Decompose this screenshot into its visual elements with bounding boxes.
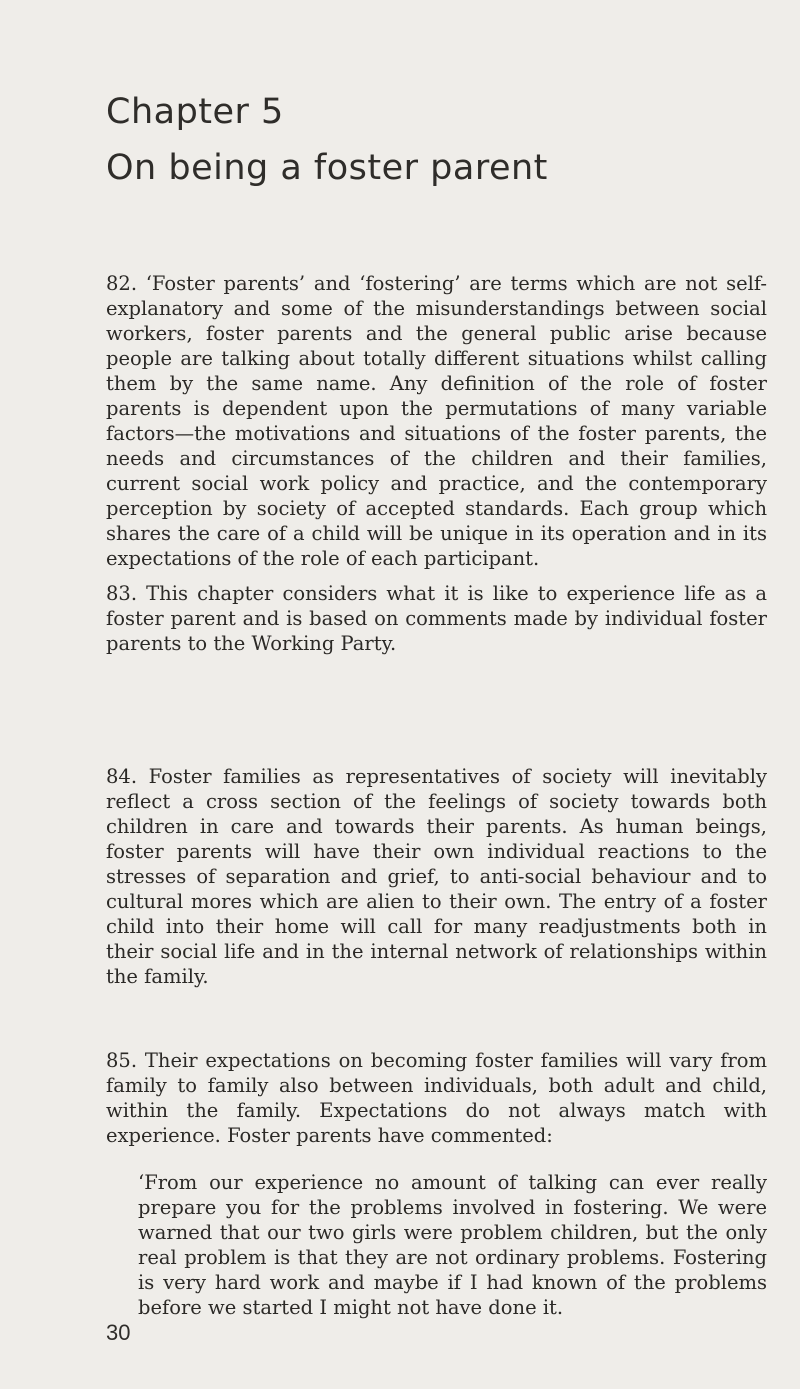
chapter-label: Chapter 5 [106, 92, 284, 132]
page-number: 30 [106, 1320, 131, 1345]
paragraph-83 [106, 581, 767, 656]
paragraph-84 [106, 764, 767, 989]
paragraph-number: 82. [106, 272, 138, 295]
paragraph-82 [106, 271, 767, 571]
paragraph-number: 85. [106, 1049, 138, 1072]
paragraph-text: Their expectations on becoming foster families will vary from family to family also between individuals, both adult and child, within the family. Expectations do not always match with experience. Foster parents have commented: [106, 1049, 767, 1147]
paragraph-text: Foster families as representatives of society will inevitably reflect a cross section of the feelings of society towards both children in care and towards their parents. As human beings, foster parents will have their own individual reactions to the stresses of separation and grief, to anti-social behaviour and to cultural mores which are alien to their own. The entry of a foster child into their home will call for many readjustments both in their social life and in the internal network of relationships within the family. [106, 765, 767, 988]
paragraph-text: ‘Foster parents’ and ‘fostering’ are terms which are not self-explanatory and some of the misunderstandings between social workers, foster parents and the general public arise because people are talking about totally different situations whilst calling them by the same name. Any definition of the role of foster parents is dependent upon the permutations of many variable factors—the motivations and situations of the foster parents, the needs and circumstances of the children and their families, current social work policy and practice, and the contemporary perception by society of accepted standards. Each group which shares the care of a child will be unique in its operation and in its expectations of the role of each participant. [106, 272, 767, 570]
block-quote: ‘From our experience no amount of talking can ever really prepare you for the problems involved in fostering. We were warned that our two girls were problem children, but the only real problem is that they are not ordinary problems. Fostering is very hard work and maybe if I had known of the problems before we started I might not have done it. [138, 1171, 767, 1319]
paragraph-number: 84. [106, 765, 138, 788]
paragraph-number: 83. [106, 582, 138, 605]
paragraph-85 [106, 1048, 767, 1148]
paragraph-text: This chapter considers what it is like to experience life as a foster parent and is based on comments made by individual foster parents to the Working Party. [106, 582, 767, 655]
chapter-title: On being a foster parent [106, 148, 548, 188]
